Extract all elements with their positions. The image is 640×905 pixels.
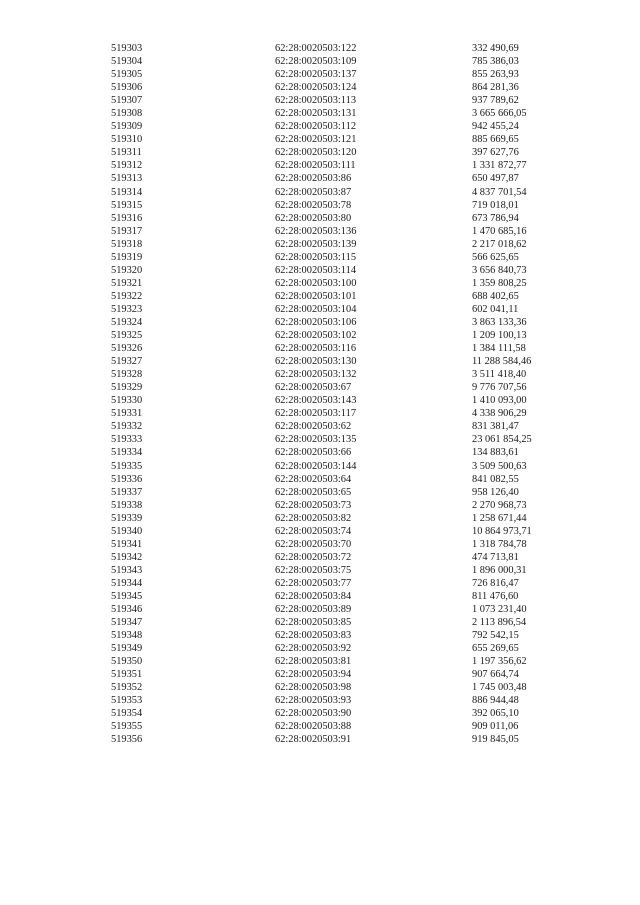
table-row xyxy=(0,342,640,355)
table-row xyxy=(0,577,640,590)
table-row xyxy=(0,159,640,172)
cadastral-number: 62:28:0020503:137 xyxy=(275,69,357,81)
row-number: 519320 xyxy=(111,264,143,276)
row-number: 519348 xyxy=(111,630,143,642)
cadastral-number: 62:28:0020503:106 xyxy=(275,316,357,328)
table-row xyxy=(0,668,640,681)
cadastral-number: 62:28:0020503:122 xyxy=(275,43,357,54)
cadastral-number: 62:28:0020503:98 xyxy=(275,682,352,694)
cadastral-value: 650 497,87 xyxy=(472,173,519,185)
cadastral-number: 62:28:0020503:139 xyxy=(275,238,357,250)
table-row xyxy=(0,133,640,146)
cadastral-number: 62:28:0020503:82 xyxy=(275,512,352,524)
cadastral-value: 909 011,06 xyxy=(472,721,519,733)
row-number: 519326 xyxy=(111,343,143,355)
row-number: 519355 xyxy=(111,721,143,733)
table-row xyxy=(0,603,640,616)
cadastral-value: 566 625,65 xyxy=(472,251,519,263)
row-number: 519330 xyxy=(111,395,143,407)
cadastral-value: 1 073 231,40 xyxy=(472,604,527,616)
cadastral-value: 1 258 671,44 xyxy=(472,512,527,524)
cadastral-number: 62:28:0020503:114 xyxy=(275,264,357,276)
table-row xyxy=(0,303,640,316)
table-row xyxy=(0,446,640,459)
cadastral-value: 1 384 111,58 xyxy=(472,343,526,355)
row-number: 519329 xyxy=(111,382,143,394)
cadastral-value: 726 816,47 xyxy=(472,577,519,589)
table-row xyxy=(0,733,640,746)
cadastral-value: 937 789,62 xyxy=(472,95,519,107)
cadastral-value: 4 837 701,54 xyxy=(472,186,527,198)
row-number: 519321 xyxy=(111,277,143,289)
row-number: 519353 xyxy=(111,695,143,707)
cadastral-value: 9 776 707,56 xyxy=(472,382,527,394)
table-row xyxy=(0,642,640,655)
cadastral-number: 62:28:0020503:117 xyxy=(275,408,357,420)
cadastral-value: 3 863 133,36 xyxy=(472,316,527,328)
cadastral-number: 62:28:0020503:124 xyxy=(275,82,357,94)
cadastral-number: 62:28:0020503:81 xyxy=(275,656,352,668)
table-row xyxy=(0,42,640,55)
cadastral-number: 62:28:0020503:70 xyxy=(275,538,352,550)
row-number: 519309 xyxy=(111,121,143,133)
row-number: 519310 xyxy=(111,134,143,146)
row-number: 519338 xyxy=(111,499,143,511)
row-number: 519336 xyxy=(111,473,143,485)
row-number: 519325 xyxy=(111,330,143,342)
cadastral-number: 62:28:0020503:131 xyxy=(275,108,357,120)
table-row xyxy=(0,172,640,185)
row-number: 519350 xyxy=(111,656,143,668)
table-row xyxy=(0,120,640,133)
cadastral-number: 62:28:0020503:86 xyxy=(275,173,352,185)
row-number: 519305 xyxy=(111,69,143,81)
table-row xyxy=(0,94,640,107)
table-row xyxy=(0,629,640,642)
row-number: 519316 xyxy=(111,212,143,224)
cadastral-value: 942 455,24 xyxy=(472,121,519,133)
cadastral-number: 62:28:0020503:101 xyxy=(275,290,357,302)
document-page xyxy=(0,42,640,747)
row-number: 519352 xyxy=(111,682,143,694)
table-row xyxy=(0,694,640,707)
cadastral-value: 1 470 685,16 xyxy=(472,225,527,237)
cadastral-value: 885 669,65 xyxy=(472,134,519,146)
cadastral-number: 62:28:0020503:74 xyxy=(275,525,352,537)
cadastral-number: 62:28:0020503:90 xyxy=(275,708,352,720)
cadastral-number: 62:28:0020503:115 xyxy=(275,251,357,263)
row-number: 519345 xyxy=(111,590,143,602)
row-number: 519339 xyxy=(111,512,143,524)
cadastral-value: 474 713,81 xyxy=(472,551,519,563)
cadastral-number: 62:28:0020503:130 xyxy=(275,356,357,368)
cadastral-value: 2 217 018,62 xyxy=(472,238,527,250)
cadastral-number: 62:28:0020503:65 xyxy=(275,486,352,498)
table-row xyxy=(0,655,640,668)
cadastral-number: 62:28:0020503:80 xyxy=(275,212,352,224)
cadastral-value: 831 381,47 xyxy=(472,421,519,433)
table-row xyxy=(0,55,640,68)
row-number: 519354 xyxy=(111,708,143,720)
cadastral-value: 2 113 896,54 xyxy=(472,617,527,629)
cadastral-value: 10 864 973,71 xyxy=(472,525,532,537)
cadastral-number: 62:28:0020503:132 xyxy=(275,369,357,381)
cadastral-number: 62:28:0020503:143 xyxy=(275,395,357,407)
cadastral-number: 62:28:0020503:120 xyxy=(275,147,357,159)
cadastral-number: 62:28:0020503:88 xyxy=(275,721,352,733)
table-row xyxy=(0,538,640,551)
cadastral-number: 62:28:0020503:116 xyxy=(275,343,357,355)
cadastral-value: 855 263,93 xyxy=(472,69,519,81)
cadastral-number: 62:28:0020503:111 xyxy=(275,160,356,172)
table-row xyxy=(0,316,640,329)
cadastral-value: 864 281,36 xyxy=(472,82,519,94)
table-row xyxy=(0,107,640,120)
row-number: 519349 xyxy=(111,643,143,655)
table-row xyxy=(0,68,640,81)
cadastral-number: 62:28:0020503:94 xyxy=(275,669,352,681)
table-row xyxy=(0,264,640,277)
table-row xyxy=(0,329,640,342)
cadastral-number: 62:28:0020503:109 xyxy=(275,56,357,68)
table-row xyxy=(0,186,640,199)
cadastral-value: 3 656 840,73 xyxy=(472,264,527,276)
cadastral-number: 62:28:0020503:83 xyxy=(275,630,352,642)
row-number: 519313 xyxy=(111,173,143,185)
cadastral-number: 62:28:0020503:75 xyxy=(275,564,352,576)
row-number: 519312 xyxy=(111,160,143,172)
cadastral-value: 11 288 584,46 xyxy=(472,356,532,368)
cadastral-value: 673 786,94 xyxy=(472,212,519,224)
row-number: 519351 xyxy=(111,669,143,681)
row-number: 519308 xyxy=(111,108,143,120)
table-row xyxy=(0,460,640,473)
row-number: 519323 xyxy=(111,303,143,315)
table-row xyxy=(0,146,640,159)
cadastral-number: 62:28:0020503:77 xyxy=(275,577,352,589)
row-number: 519332 xyxy=(111,421,143,433)
cadastral-value: 719 018,01 xyxy=(472,199,519,211)
row-number: 519317 xyxy=(111,225,143,237)
table-row xyxy=(0,590,640,603)
cadastral-value: 23 061 854,25 xyxy=(472,434,532,446)
cadastral-value: 886 944,48 xyxy=(472,695,519,707)
cadastral-table xyxy=(0,42,640,747)
table-row xyxy=(0,407,640,420)
row-number: 519319 xyxy=(111,251,143,263)
cadastral-value: 811 476,60 xyxy=(472,590,519,602)
table-row xyxy=(0,681,640,694)
table-row xyxy=(0,499,640,512)
table-row xyxy=(0,81,640,94)
cadastral-value: 1 896 000,31 xyxy=(472,564,527,576)
row-number: 519322 xyxy=(111,290,143,302)
cadastral-number: 62:28:0020503:91 xyxy=(275,734,352,746)
cadastral-value: 3 509 500,63 xyxy=(472,460,527,472)
cadastral-number: 62:28:0020503:136 xyxy=(275,225,357,237)
cadastral-value: 655 269,65 xyxy=(472,643,519,655)
cadastral-number: 62:28:0020503:84 xyxy=(275,590,352,602)
row-number: 519306 xyxy=(111,82,143,94)
cadastral-number: 62:28:0020503:113 xyxy=(275,95,357,107)
cadastral-value: 1 197 356,62 xyxy=(472,656,527,668)
table-row xyxy=(0,225,640,238)
cadastral-value: 1 318 784,78 xyxy=(472,538,527,550)
cadastral-number: 62:28:0020503:87 xyxy=(275,186,352,198)
cadastral-value: 1 209 100,13 xyxy=(472,330,527,342)
row-number: 519307 xyxy=(111,95,143,107)
row-number: 519334 xyxy=(111,447,143,459)
cadastral-value: 3 511 418,40 xyxy=(472,369,527,381)
row-number: 519341 xyxy=(111,538,143,550)
cadastral-value: 332 490,69 xyxy=(472,43,519,54)
table-row xyxy=(0,355,640,368)
cadastral-value: 602 041,11 xyxy=(472,303,519,315)
cadastral-number: 62:28:0020503:66 xyxy=(275,447,352,459)
cadastral-number: 62:28:0020503:64 xyxy=(275,473,352,485)
cadastral-value: 1 359 808,25 xyxy=(472,277,527,289)
cadastral-value: 1 331 872,77 xyxy=(472,160,527,172)
cadastral-number: 62:28:0020503:104 xyxy=(275,303,357,315)
table-row xyxy=(0,433,640,446)
table-row xyxy=(0,381,640,394)
table-row xyxy=(0,525,640,538)
row-number: 519315 xyxy=(111,199,143,211)
row-number: 519324 xyxy=(111,316,143,328)
row-number: 519328 xyxy=(111,369,143,381)
row-number: 519303 xyxy=(111,43,143,54)
table-row xyxy=(0,251,640,264)
cadastral-value: 397 627,76 xyxy=(472,147,519,159)
row-number: 519342 xyxy=(111,551,143,563)
cadastral-number: 62:28:0020503:144 xyxy=(275,460,357,472)
table-row xyxy=(0,616,640,629)
row-number: 519343 xyxy=(111,564,143,576)
cadastral-number: 62:28:0020503:73 xyxy=(275,499,352,511)
table-row xyxy=(0,420,640,433)
cadastral-number: 62:28:0020503:93 xyxy=(275,695,352,707)
row-number: 519356 xyxy=(111,734,143,746)
cadastral-number: 62:28:0020503:92 xyxy=(275,643,352,655)
cadastral-value: 1 410 093,00 xyxy=(472,395,527,407)
cadastral-number: 62:28:0020503:67 xyxy=(275,382,352,394)
row-number: 519333 xyxy=(111,434,143,446)
row-number: 519340 xyxy=(111,525,143,537)
cadastral-value: 134 883,61 xyxy=(472,447,519,459)
cadastral-value: 4 338 906,29 xyxy=(472,408,527,420)
table-row xyxy=(0,512,640,525)
cadastral-value: 958 126,40 xyxy=(472,486,519,498)
row-number: 519347 xyxy=(111,617,143,629)
table-row xyxy=(0,486,640,499)
row-number: 519331 xyxy=(111,408,143,420)
cadastral-value: 688 402,65 xyxy=(472,290,519,302)
row-number: 519318 xyxy=(111,238,143,250)
cadastral-number: 62:28:0020503:78 xyxy=(275,199,352,211)
table-row xyxy=(0,212,640,225)
row-number: 519346 xyxy=(111,604,143,616)
cadastral-number: 62:28:0020503:85 xyxy=(275,617,352,629)
cadastral-value: 919 845,05 xyxy=(472,734,519,746)
table-row xyxy=(0,238,640,251)
table-row xyxy=(0,199,640,212)
table-row xyxy=(0,473,640,486)
row-number: 519311 xyxy=(111,147,142,159)
row-number: 519314 xyxy=(111,186,143,198)
table-row xyxy=(0,720,640,733)
cadastral-value: 392 065,10 xyxy=(472,708,519,720)
cadastral-value: 1 745 003,48 xyxy=(472,682,527,694)
cadastral-number: 62:28:0020503:72 xyxy=(275,551,352,563)
cadastral-number: 62:28:0020503:121 xyxy=(275,134,357,146)
row-number: 519327 xyxy=(111,356,143,368)
table-row xyxy=(0,551,640,564)
cadastral-number: 62:28:0020503:89 xyxy=(275,604,352,616)
cadastral-value: 3 665 666,05 xyxy=(472,108,527,120)
cadastral-value: 792 542,15 xyxy=(472,630,519,642)
cadastral-value: 785 386,03 xyxy=(472,56,519,68)
table-row xyxy=(0,394,640,407)
cadastral-number: 62:28:0020503:102 xyxy=(275,330,357,342)
cadastral-value: 841 082,55 xyxy=(472,473,519,485)
table-row xyxy=(0,277,640,290)
table-row xyxy=(0,564,640,577)
cadastral-value: 2 270 968,73 xyxy=(472,499,527,511)
table-row xyxy=(0,368,640,381)
row-number: 519337 xyxy=(111,486,143,498)
cadastral-number: 62:28:0020503:112 xyxy=(275,121,357,133)
cadastral-number: 62:28:0020503:62 xyxy=(275,421,352,433)
table-row xyxy=(0,290,640,303)
cadastral-number: 62:28:0020503:135 xyxy=(275,434,357,446)
cadastral-value: 907 664,74 xyxy=(472,669,519,681)
row-number: 519304 xyxy=(111,56,143,68)
table-row xyxy=(0,707,640,720)
row-number: 519344 xyxy=(111,577,143,589)
row-number: 519335 xyxy=(111,460,143,472)
cadastral-number: 62:28:0020503:100 xyxy=(275,277,357,289)
